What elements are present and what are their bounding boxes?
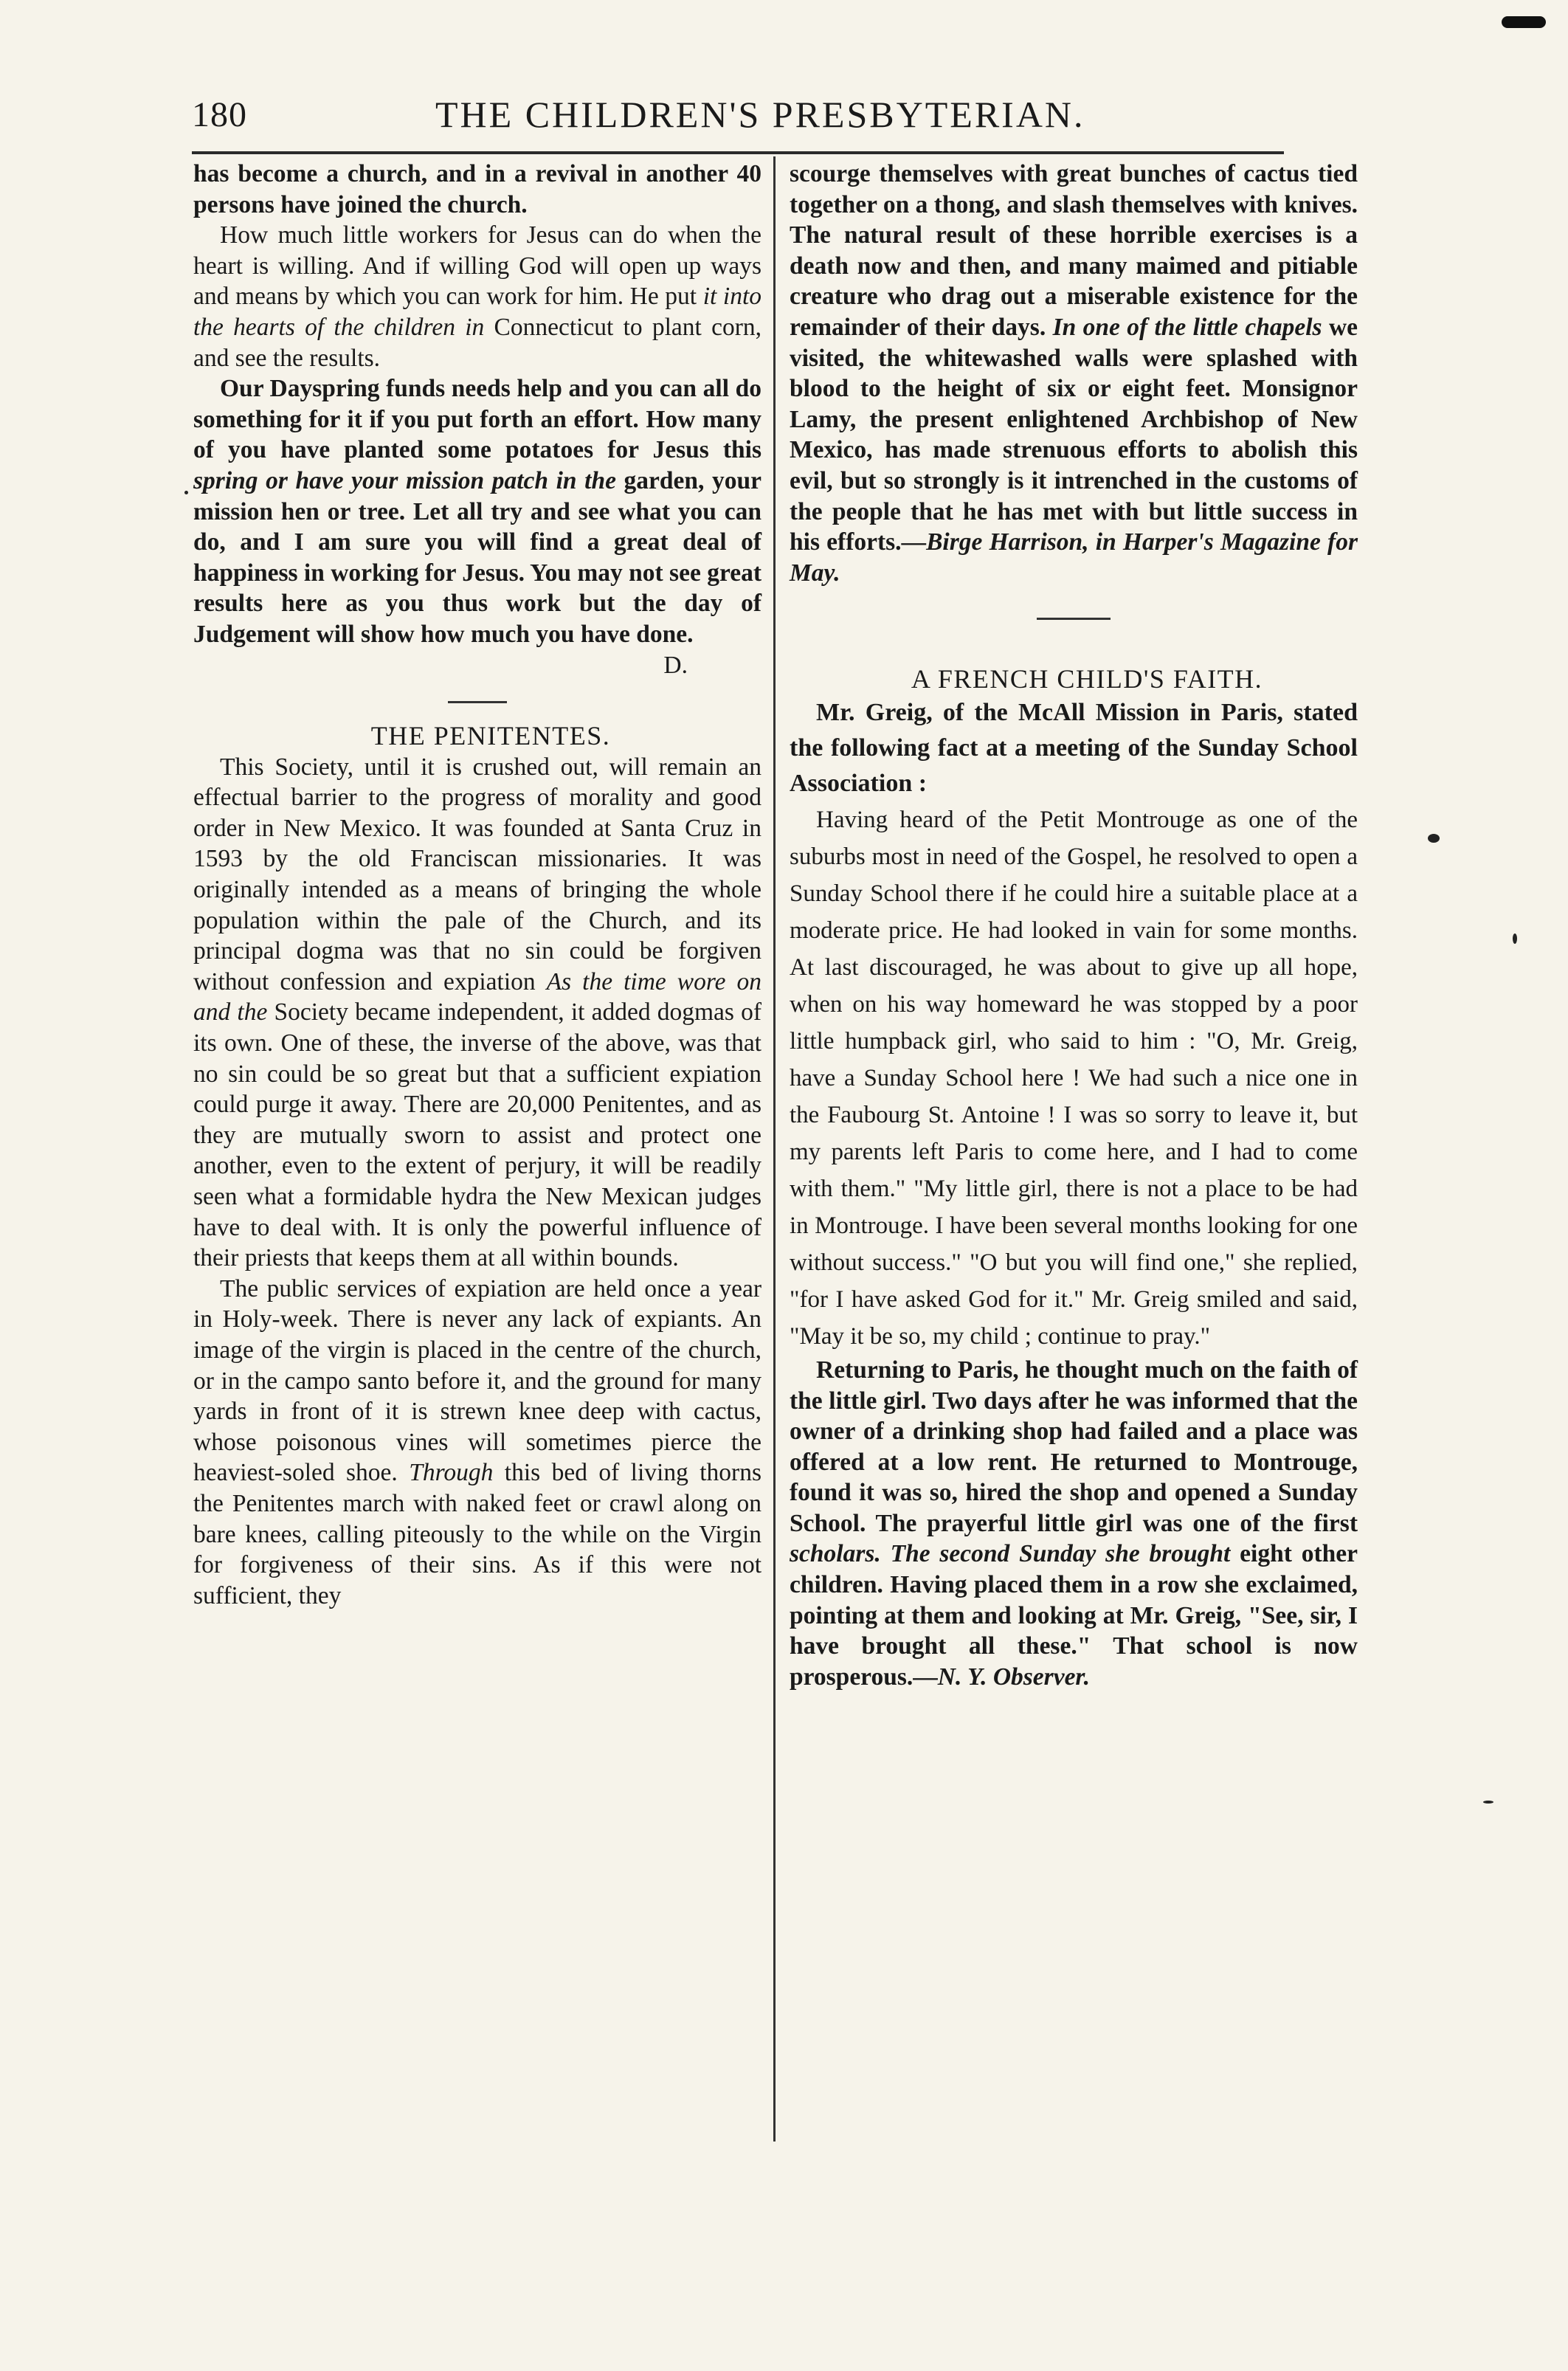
text-run: How much little workers for Jesus can do when the heart is willing. And if willing God will open up ways and means by which you can work for him. He put <box>193 221 761 311</box>
paragraph <box>193 373 761 649</box>
ink-speck <box>1513 933 1517 944</box>
text-run: Our Dayspring funds needs help and you can all do something for it if you put forth an effort. How many of you have planted some potatoes for Jesus this <box>193 375 761 464</box>
text-run: Society became independent, it added dogmas of its own. One of these, the inverse of the above, was that no sin could be so great but that a sufficient expiation could purge it away. There are 20,000 Penitentes, and as they are mutually sworn to assist and protect one another, even to the extent of perjury, it will be readily seen what a formidable hydra the New Mexican judges have to deal with. It is only the powerful influence of their priests that keeps them at all within bounds. <box>193 998 761 1272</box>
paragraph <box>193 752 761 1274</box>
italic-text: Through <box>409 1459 494 1487</box>
paragraph: Having heard of the Petit Montrouge as one of the suburbs most in need of the Gospel, he resolved to open a Sunday School there if he could hire a suitable place at a moderate price. He had looked in vain for some months. At last discouraged, he was about to give up all hope, when on his way homeward he was stopped by a poor little humpback girl, who said to him : "O, Mr. Greig, have a Sunday School here ! We had such a nice one in the Faubourg St. Antoine ! I was so sorry to leave it, but my parents left Paris to come here, and I had to come with them." "My little girl, there is not a place to be had in Montrouge. I have been several months looking for one without success." "O but you will find one," she replied, "for I have asked God for it." Mr. Greig smiled and said, "May it be so, my child ; continue to pray." <box>790 806 1358 1350</box>
ink-speck <box>1483 1801 1493 1804</box>
text-run: this bed of living thorns the Penitentes march with naked feet or crawl along on bare knees, calling piteously to the while on the Virgin for forgiveness of their sins. As if this were not sufficient, they <box>193 1459 761 1609</box>
ink-speck <box>184 491 188 494</box>
page-header <box>192 87 1284 146</box>
italic-text: As the time wore on and the <box>193 967 761 1026</box>
page-number: 180 <box>192 95 247 134</box>
signature: D. <box>663 651 688 679</box>
paragraph <box>193 220 761 373</box>
text-run: Returning to Paris, he thought much on the faith of the little girl. Two days after he was informed that the owner of a drinking shop had failed and a place was offered at a low rent. He returned to Montrouge, found it was so, hired the shop and opened a Sunday School. The prayerful little girl was one of the first <box>790 1356 1358 1537</box>
section-rule <box>448 701 507 703</box>
text-run: scourge themselves with great bunches of cactus tied together on a thong, and slash themselves with knives. The natural result of these horrible exercises is a death now and then, and many maimed and pitiable creature who drag out a miserable existence for the remainder of their days. <box>790 160 1358 341</box>
ink-speck <box>1428 834 1440 843</box>
text-run: The public services of expiation are held once a year in Holy-week. There is never any lack of expiants. An image of the virgin is placed in the centre of the church, or in the campo santo before it, and the ground for many yards in front of it is strewn knee deep with cactus, whose poisonous vines will sometimes pierce the heaviest-soled shoe. <box>193 1274 761 1487</box>
section-rule <box>1037 618 1111 620</box>
text-run: we visited, the whitewashed walls were splashed with blood to the height of six or eight feet. Monsignor Lamy, the present enlightened Archbishop of New Mexico, has made strenuous efforts to abolish this evil, but so strongly is it intrenched in the customs of the people that he has met with but little success in his efforts.— <box>790 313 1358 556</box>
header-rule <box>192 151 1284 154</box>
italic-text: it into the hearts of the children in <box>193 283 761 341</box>
section-heading: THE PENITENTES. <box>370 721 611 751</box>
paragraph <box>790 159 1358 588</box>
column-divider <box>773 156 776 2142</box>
italic-text: scholars. The second Sunday she brought <box>790 1540 1231 1568</box>
italic-text: spring or have your mission patch in the <box>193 466 616 494</box>
attribution: Birge Harrison, in Harper's Magazine for May. <box>790 528 1358 587</box>
left-column <box>193 159 761 1611</box>
text-run: Connecticut to plant corn, and see the results. <box>193 313 761 372</box>
running-title: THE CHILDREN'S PRESBYTERIAN. <box>435 94 1085 135</box>
right-column <box>790 159 1358 1692</box>
italic-text: In one of the little chapels <box>1052 313 1322 341</box>
text-run: eight other children. Having placed them in a row she exclaimed, pointing at them and looking at Mr. Greig, "See, sir, I have brought all these." That school is now prosperous.— <box>790 1540 1358 1691</box>
text-run: This Society, until it is crushed out, will remain an effectual barrier to the progress of morality and good order in New Mexico. It was founded at Santa Cruz in 1593 by the old Franciscan missionaries. It was originally intended as a means of bringing the whole population within the pale of the Church, and its principal dogma was that no sin could be forgiven without confession and expiation <box>193 753 761 995</box>
ink-mark <box>1502 16 1546 28</box>
paragraph: Mr. Greig, of the McAll Mission in Paris, stated the following fact at a meeting of the Sunday School Association : <box>790 698 1358 797</box>
section-heading: A FRENCH CHILD'S FAITH. <box>911 664 1263 694</box>
text-run: garden, your mission hen or tree. Let all try and see what you can do, and I am sure you will find a great deal of happiness in working for Jesus. You may not see great results here as you thus work but the day of Judgement will show how much you have done. <box>193 466 762 648</box>
paragraph: has become a church, and in a revival in another 40 persons have joined the church. <box>193 160 761 218</box>
attribution: N. Y. Observer. <box>937 1663 1091 1691</box>
paragraph <box>193 1274 761 1612</box>
paragraph <box>790 1355 1358 1693</box>
